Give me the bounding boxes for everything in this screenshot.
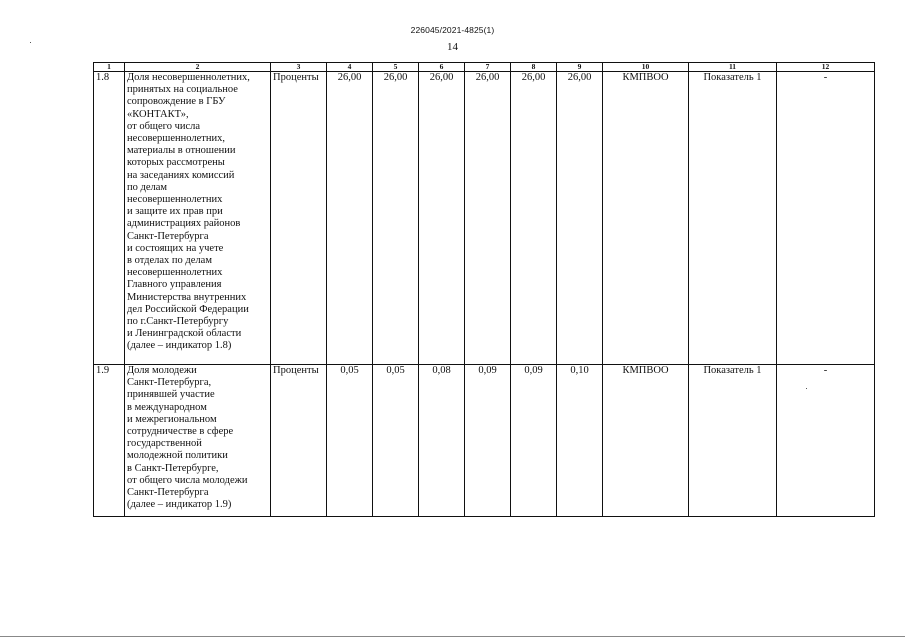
column-header: 3 <box>271 63 327 72</box>
indicator-name-line: Санкт-Петербурга <box>127 487 209 499</box>
indicator-name-line: по делам <box>127 181 168 193</box>
value-cell: 26,00 <box>511 72 557 365</box>
indicator-name-line: в Санкт-Петербурге, <box>127 462 219 474</box>
row-number: 1.8 <box>94 72 125 365</box>
indicator-name-line: по г.Санкт-Петербургу <box>127 316 229 328</box>
indicator-name-line: Доля несовершеннолетних, <box>127 72 250 83</box>
indicator-name-line: Санкт-Петербурга <box>127 230 209 242</box>
unit-cell: Проценты <box>271 365 327 517</box>
value-cell: 0,05 <box>327 365 373 517</box>
indicator-name-line: от общего числа молодежи <box>127 474 248 486</box>
column-header: 5 <box>373 63 419 72</box>
note-cell: - <box>777 365 875 517</box>
value-cell: 0,05 <box>373 365 419 517</box>
indicator-name-line: несовершеннолетних, <box>127 133 225 145</box>
indicator-name-line: сотрудничестве в сфере <box>127 426 234 438</box>
value-cell: 26,00 <box>327 72 373 365</box>
indicator-name-line: которых рассмотрены <box>127 157 225 169</box>
value-cell: 26,00 <box>557 72 603 365</box>
executor-cell: КМПВОО <box>603 72 689 365</box>
indicator-name-line: и состоящих на учете <box>127 242 224 254</box>
indicator-name <box>125 365 271 517</box>
column-header: 11 <box>689 63 777 72</box>
indicator-name-line: принятых на социальное <box>127 84 238 96</box>
column-header: 8 <box>511 63 557 72</box>
value-cell: 26,00 <box>419 72 465 365</box>
indicator-name-line: принявшей участие <box>127 389 215 401</box>
indicator-name-line: от общего числа <box>127 120 201 132</box>
table-row <box>94 72 875 365</box>
unit-cell: Проценты <box>271 72 327 365</box>
indicator-name-line: сопровождение в ГБУ <box>127 96 226 108</box>
value-cell: 0,08 <box>419 365 465 517</box>
table-row <box>94 365 875 517</box>
note-cell: - <box>777 72 875 365</box>
scan-speck <box>30 42 31 43</box>
value-cell: 26,00 <box>373 72 419 365</box>
indicator-name-line: (далее – индикатор 1.8) <box>127 340 232 352</box>
column-header: 7 <box>465 63 511 72</box>
indicator-name-line: несовершеннолетних <box>127 267 223 279</box>
indicators-table <box>93 62 875 517</box>
column-header: 9 <box>557 63 603 72</box>
indicator-name-line: и межрегиональном <box>127 413 217 425</box>
indicator-name-line: молодежной политики <box>127 450 228 462</box>
indicator-name-line: материалы в отношении <box>127 145 236 157</box>
value-cell: 0,09 <box>511 365 557 517</box>
column-header: 10 <box>603 63 689 72</box>
column-header: 12 <box>777 63 875 72</box>
indicator-name-line: Санкт-Петербурга, <box>127 377 212 389</box>
indicator-name-line: Министерства внутренних <box>127 291 247 303</box>
indicator-name-line: администрациях районов <box>127 218 241 230</box>
indicator-name-line: в международном <box>127 401 207 413</box>
indicator-name-line: (далее – индикатор 1.9) <box>127 499 232 511</box>
value-cell: 26,00 <box>465 72 511 365</box>
indicator-name-line: дел Российской Федерации <box>127 303 249 315</box>
indicator-name-line: и защите их прав при <box>127 206 223 218</box>
value-cell: 0,09 <box>465 365 511 517</box>
column-header: 4 <box>327 63 373 72</box>
executor-cell: КМПВОО <box>603 365 689 517</box>
indicator-name-line: на заседаниях комиссий <box>127 169 235 181</box>
column-header: 6 <box>419 63 465 72</box>
column-header: 1 <box>94 63 125 72</box>
column-number-row <box>94 63 875 72</box>
indicator-name-line: государственной <box>127 438 202 450</box>
indicator-name-line: Главного управления <box>127 279 222 291</box>
indicator-name-line: несовершеннолетних <box>127 194 223 206</box>
indicator-ref-cell: Показатель 1 <box>689 365 777 517</box>
indicator-name-line: «КОНТАКТ», <box>127 108 189 120</box>
indicator-name-line: Доля молодежи <box>127 365 197 376</box>
indicator-name-line: и Ленинградской области <box>127 328 242 340</box>
page-edge-line <box>0 636 905 637</box>
indicator-ref-cell: Показатель 1 <box>689 72 777 365</box>
indicator-name-line: в отделах по делам <box>127 255 212 267</box>
indicator-name <box>125 72 271 365</box>
row-number: 1.9 <box>94 365 125 517</box>
column-header: 2 <box>125 63 271 72</box>
value-cell: 0,10 <box>557 365 603 517</box>
page-number: 14 <box>447 41 458 53</box>
document-id: 226045/2021-4825(1) <box>410 25 495 35</box>
